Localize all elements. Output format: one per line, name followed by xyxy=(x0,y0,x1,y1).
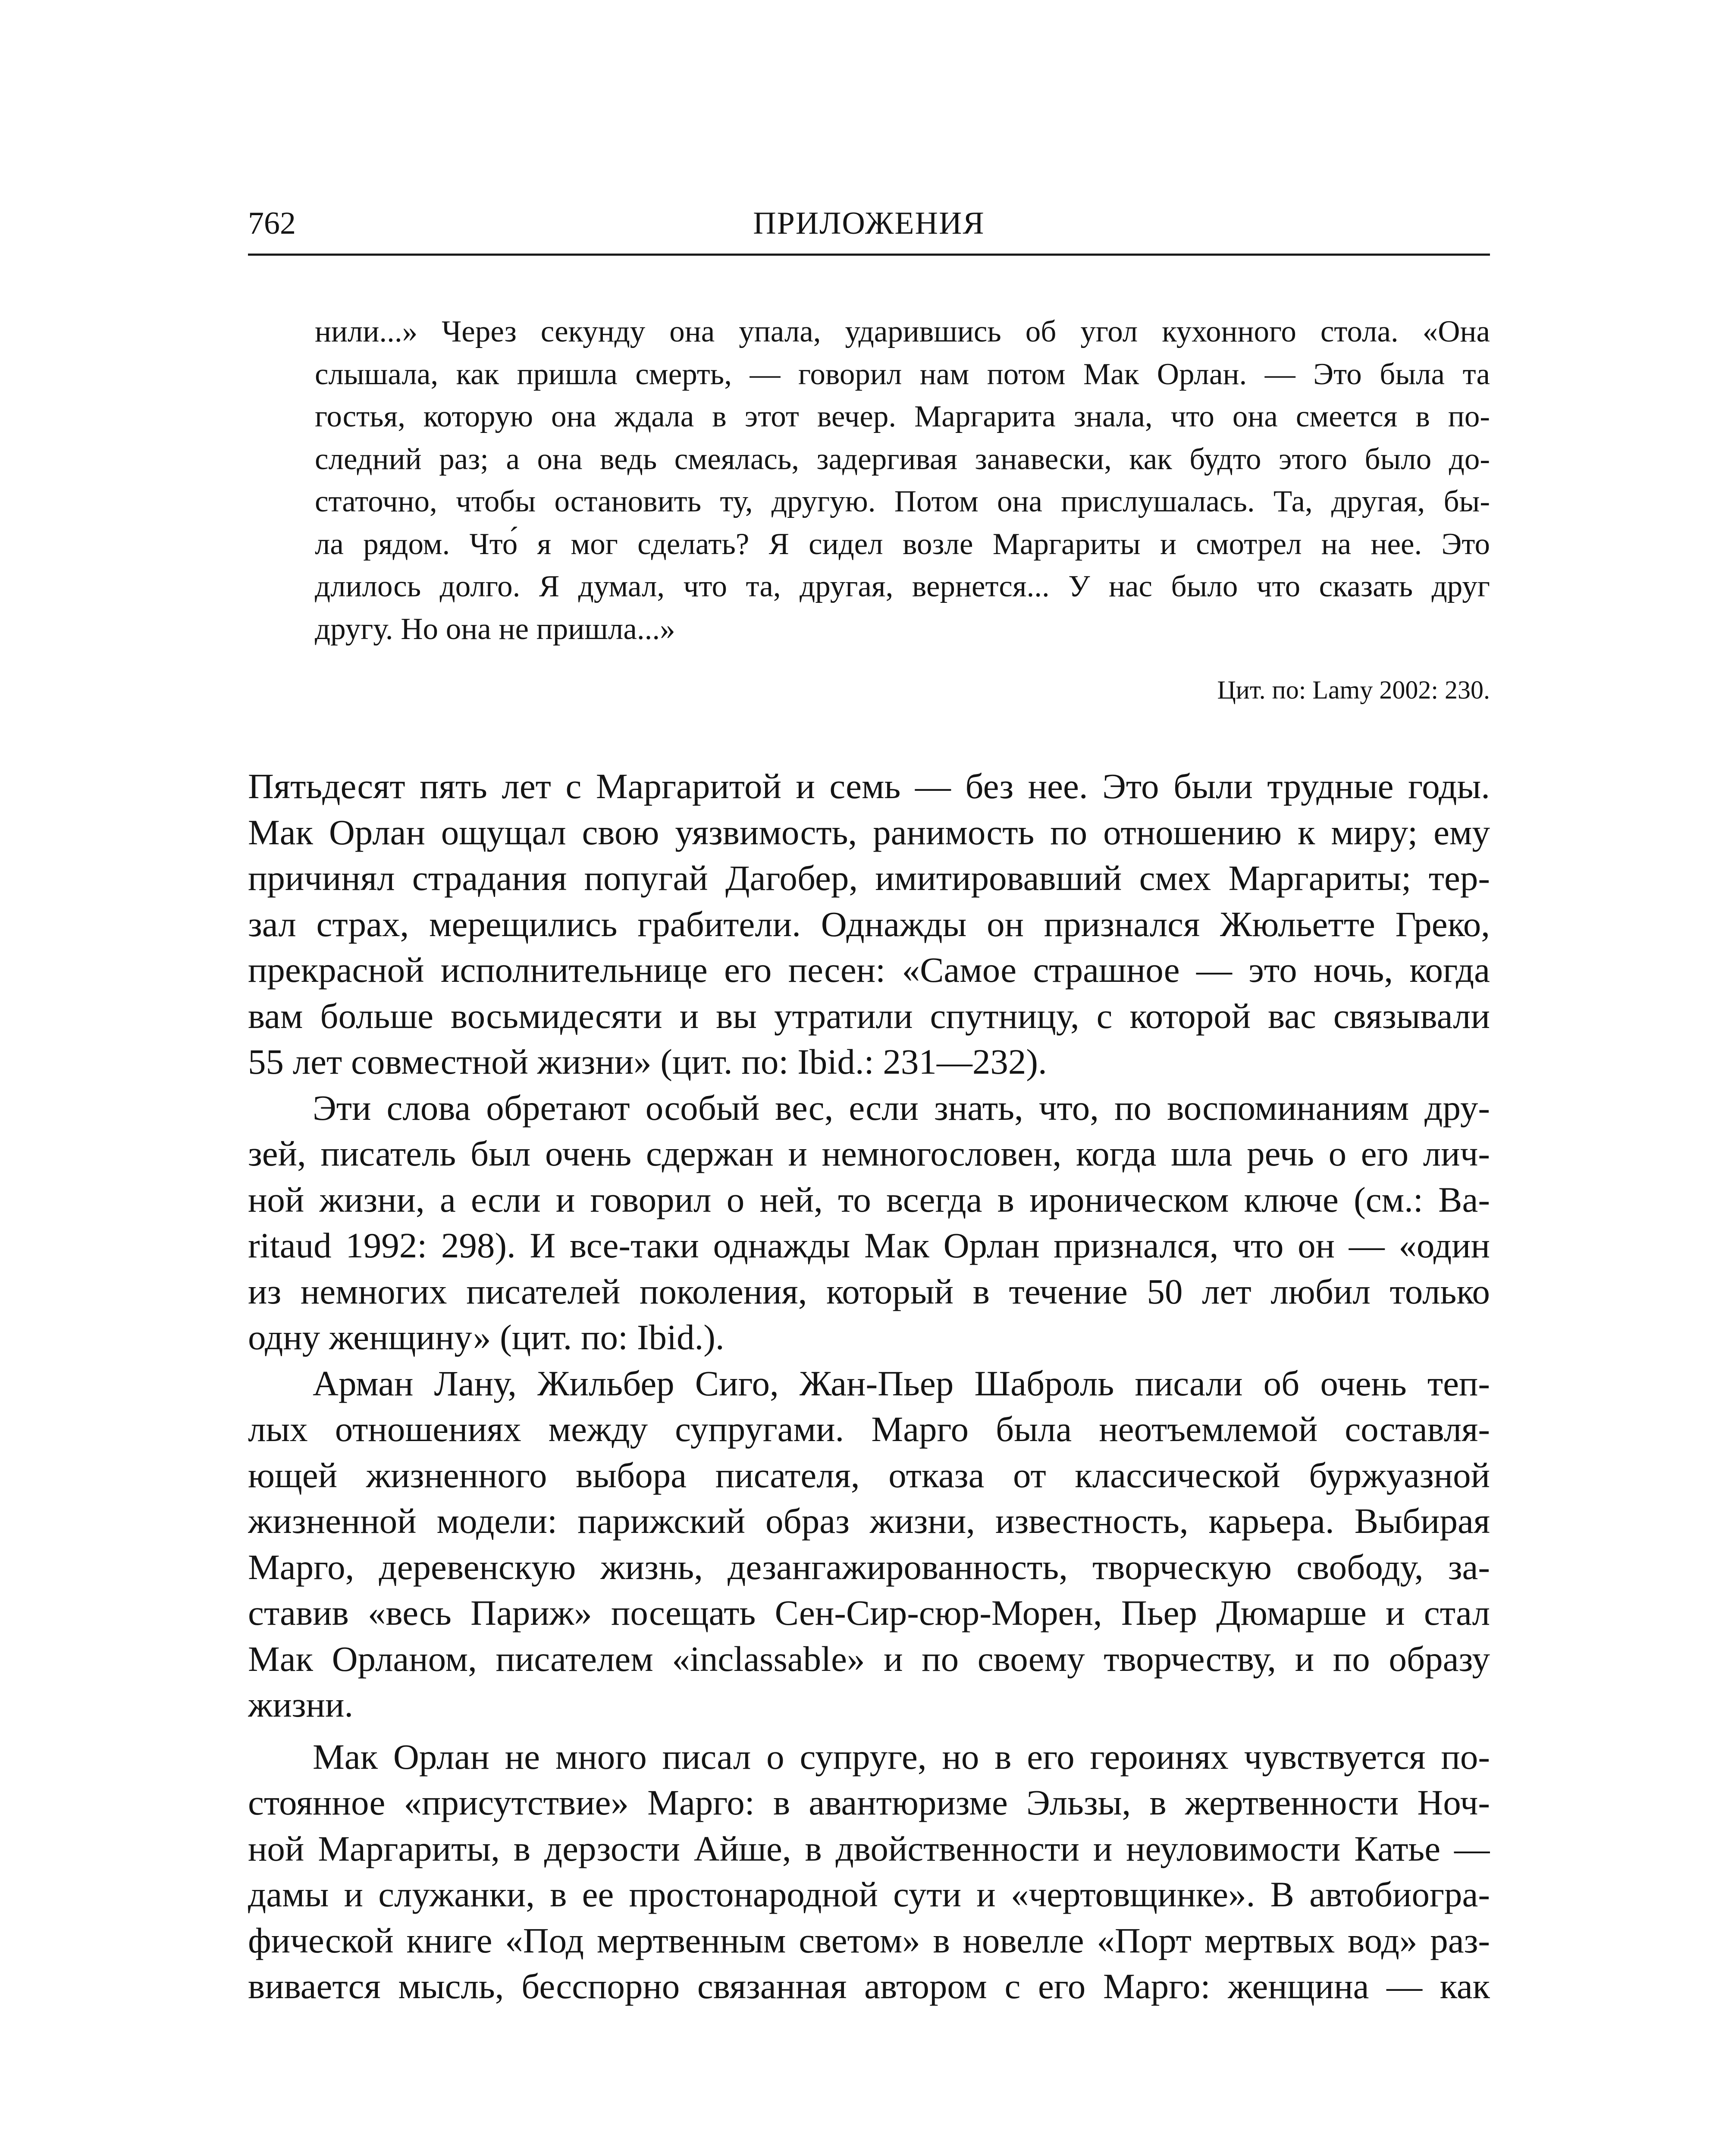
quote-line: гостья, которую она ждала в этот вечер. Маргарита знала, что она смеется в по- xyxy=(315,400,1490,433)
quote-line: следний раз; а она ведь смеялась, задергивая занавески, как будто этого было до- xyxy=(315,442,1490,476)
text-line: причинял страдания попугай Дагобер, имитировавший смех Маргариты; тер- xyxy=(248,858,1490,898)
paragraph-gap xyxy=(248,1728,1490,1734)
text-line: Эти слова обретают особый вес, если знать, что, по воспоминаниям дру- xyxy=(313,1087,1490,1128)
text-line: Мак Орлан не много писал о супруге, но в его героинях чувствуется по- xyxy=(313,1736,1490,1777)
quote-line: статочно, чтобы остановить ту, другую. Потом она прислушалась. Та, другая, бы- xyxy=(315,485,1490,518)
paragraph-3 xyxy=(248,1360,1490,1728)
quote-citation: Цит. по: Lamy 2002: 230. xyxy=(1217,676,1490,704)
text-line: Арман Лану, Жильбер Сиго, Жан-Пьер Шаброль писали об очень теп- xyxy=(313,1363,1490,1403)
text-line: стоянное «присутствие» Марго: в авантюризме Эльзы, в жертвенности Ноч- xyxy=(248,1783,1490,1822)
text-line: из немногих писателей поколения, который в течение 50 лет любил только xyxy=(248,1271,1490,1311)
text-line: одну женщину» (цит. по: Ibid.). xyxy=(248,1317,724,1357)
text-line: прекрасной исполнительнице его песен: «Самое страшное — это ночь, когда xyxy=(248,950,1490,990)
quote-line: ла рядом. Что́ я мог сделать? Я сидел возле Маргариты и смотрел на нее. Это xyxy=(315,527,1490,561)
text-line: 55 лет совместной жизни» (цит. по: Ibid.: 231—232). xyxy=(248,1042,1047,1081)
text-line: лых отношениях между супругами. Марго была неотъемлемой составля- xyxy=(248,1409,1490,1449)
paragraph-1 xyxy=(248,763,1490,1085)
body-text xyxy=(248,763,1490,2009)
text-line: фической книге «Под мертвенным светом» в новелле «Порт мертвых вод» раз- xyxy=(248,1920,1490,1960)
quote-line: длилось долго. Я думал, что та, другая, вернется... У нас было что сказать друг xyxy=(315,570,1490,603)
section-title: ПРИЛОЖЕНИЯ xyxy=(753,206,985,241)
quote-line: другу. Но она не пришла...» xyxy=(315,612,675,646)
text-line: жизни. xyxy=(248,1685,354,1724)
text-line: ставив «весь Париж» посещать Сен-Сир-сюр-Морен, Пьер Дюмарше и стал xyxy=(248,1593,1490,1633)
text-line: Пятьдесят пять лет с Маргаритой и семь — без нее. Это были трудные годы. xyxy=(248,766,1490,806)
text-line: зей, писатель был очень сдержан и немногословен, когда шла речь о его лич- xyxy=(248,1134,1490,1173)
quote-line: нили...» Через секунду она упала, ударившись об угол кухонного стола. «Она xyxy=(315,315,1490,348)
paragraph-2 xyxy=(248,1085,1490,1360)
text-line: Марго, деревенскую жизнь, дезангажированность, творческую свободу, за- xyxy=(248,1547,1490,1587)
block-quote xyxy=(315,310,1490,650)
text-line: вам больше восьмидесяти и вы утратили спутницу, с которой вас связывали xyxy=(248,996,1490,1036)
paragraph-4 xyxy=(248,1734,1490,2009)
text-line: ной Маргариты, в дерзости Айше, в двойственности и неуловимости Катье — xyxy=(248,1828,1490,1868)
text-line: вивается мысль, бесспорно связанная автором с его Марго: женщина — как xyxy=(248,1966,1490,2006)
text-line: ной жизни, а если и говорил о ней, то всегда в ироническом ключе (см.: Ba- xyxy=(248,1179,1490,1219)
text-line: жизненной модели: парижский образ жизни, известность, карьера. Выбирая xyxy=(248,1501,1490,1541)
text-line: Мак Орлан ощущал свою уязвимость, ранимость по отношению к миру; ему xyxy=(248,812,1490,852)
text-line: дамы и служанки, в ее простонародной сути и «чертовщинке». В автобиогра- xyxy=(248,1874,1490,1914)
running-head xyxy=(248,202,1490,256)
text-line: Мак Орланом, писателем «inclassable» и по своему творчеству, и по образу xyxy=(248,1639,1490,1679)
quote-line: слышала, как пришла смерть, — говорил нам потом Мак Орлан. — Это была та xyxy=(315,357,1490,391)
text-line: зал страх, мерещились грабители. Однажды он признался Жюльетте Греко, xyxy=(248,904,1490,944)
page-number: 762 xyxy=(248,206,296,241)
text-line: ritaud 1992: 298). И все-таки однажды Мак Орлан признался, что он — «один xyxy=(248,1225,1490,1265)
text-line: ющей жизненного выбора писателя, отказа от классической буржуазной xyxy=(248,1455,1490,1495)
